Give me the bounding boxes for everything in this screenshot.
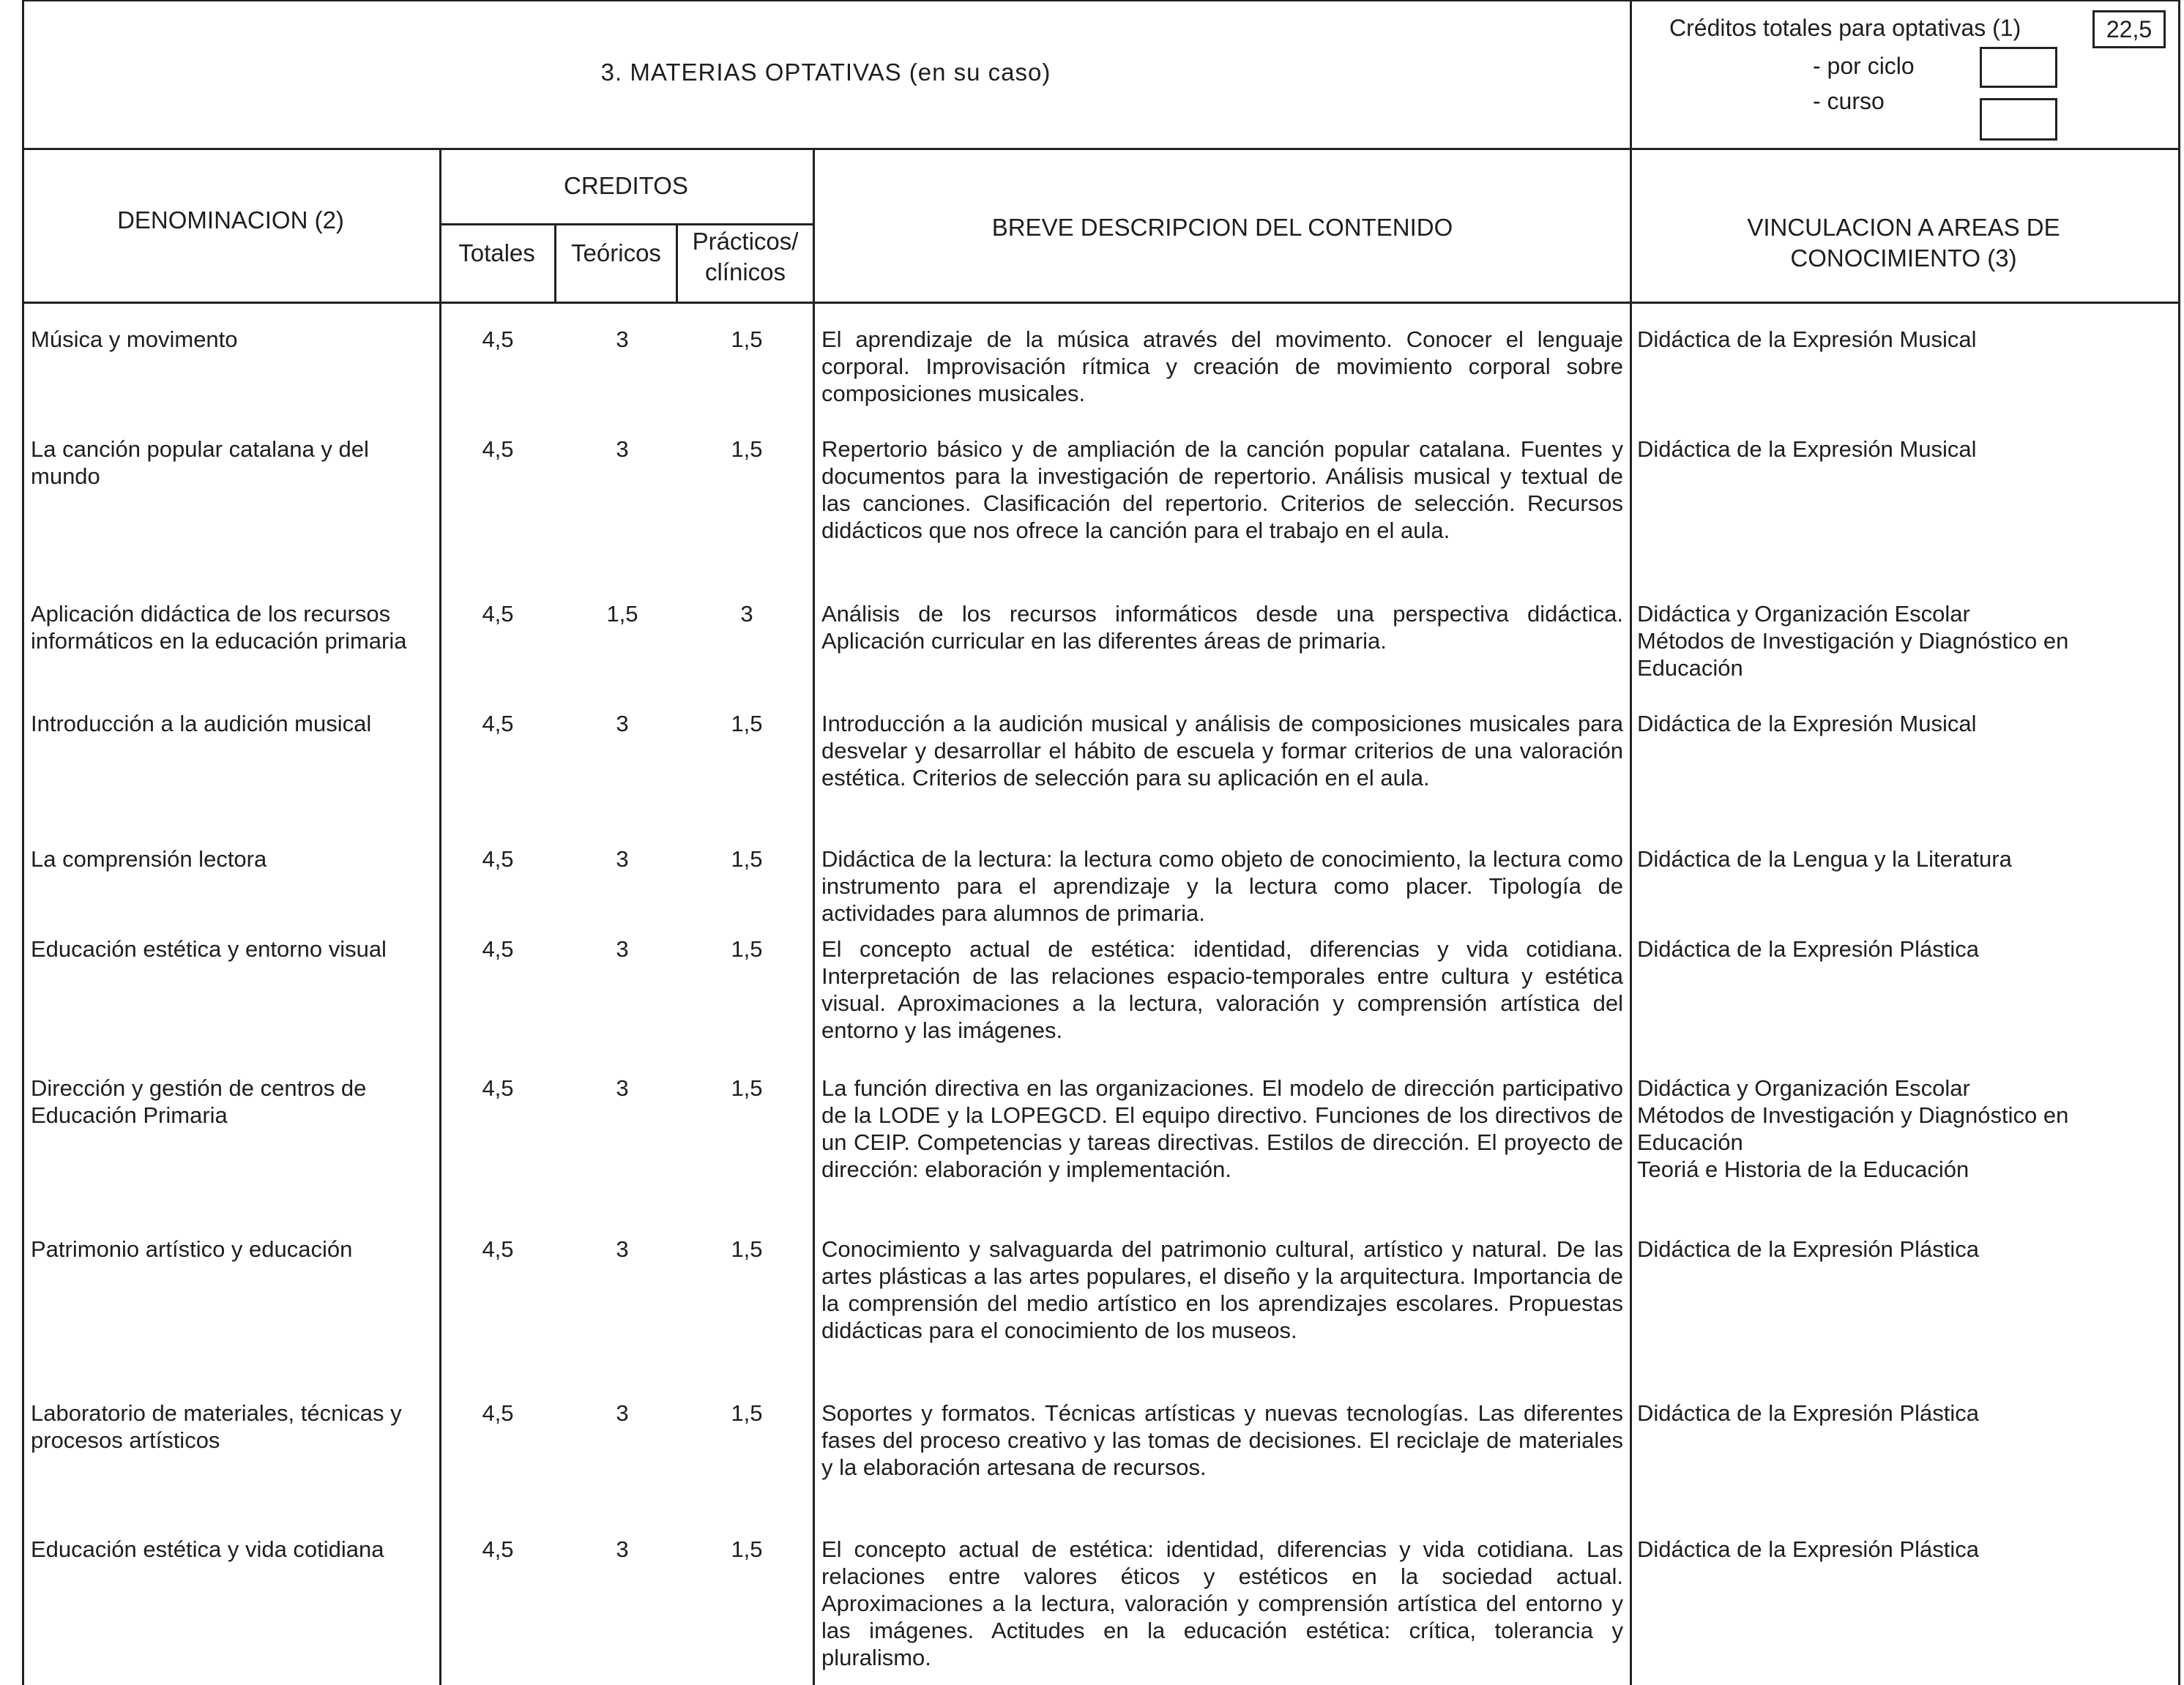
row-description: Didáctica de la lectura: la lectura como objeto de conocimiento, la lectura como instrumento para el aprendizaje y la lectura como placer. Tipología de actividades para alumnos de primaria. <box>821 846 1623 926</box>
creditos-totales-box: 22,5 <box>2092 10 2166 48</box>
row-teoricos: 3 <box>616 846 629 872</box>
row-description: Introducción a la audición musical y análisis de composiciones musicales para desvelar y desarrollar el hábito de escuela y formar criterios de una valoración estética. Criterios de selección para su aplicación en el aula. <box>821 711 1623 791</box>
row-name: Dirección y gestión de centros de Educación Primaria <box>31 1075 367 1128</box>
row-description: Conocimiento y salvaguarda del patrimonio cultural, artístico y natural. De las artes plásticas a las artes populares, el diseño y la arquitectura. Importancia de la comprensión del medio artístico en los aprendizajes escolares. Propuestas didácticas para el conocimiento de los museos. <box>821 1236 1623 1343</box>
section-title: 3. MATERIAS OPTATIVAS (en su caso) <box>600 59 1051 86</box>
creditos-totales-label: Créditos totales para optativas (1) <box>1669 15 2021 41</box>
row-teoricos: 3 <box>616 1075 629 1101</box>
row-vinculacion: Didáctica y Organización Escolar Métodos de Investigación y Diagnóstico en Educación Teoriá e Historia de la Educación <box>1637 1075 2069 1182</box>
row-totales: 4,5 <box>482 936 514 962</box>
row-totales: 4,5 <box>482 436 514 462</box>
creditos-subdivider <box>439 223 813 225</box>
row-totales: 4,5 <box>482 1400 514 1426</box>
row-teoricos: 3 <box>616 711 629 736</box>
row-description: Soportes y formatos. Técnicas artísticas y nuevas tecnologías. Las diferentes fases del proceso creativo y las tomas de decisiones. El reciclaje de materiales y la elaboración artesana de recursos. <box>821 1400 1623 1480</box>
row-name: Educación estética y vida cotidiana <box>31 1536 384 1562</box>
row-teoricos: 3 <box>616 936 629 962</box>
col-divider <box>1630 304 1632 1685</box>
row-name: Laboratorio de materiales, técnicas y procesos artísticos <box>31 1400 402 1453</box>
row-vinculacion: Didáctica y Organización Escolar Métodos de Investigación y Diagnóstico en Educación <box>1637 601 2069 681</box>
row-description: La función directiva en las organizaciones. El modelo de dirección participativo de la LODE y la LOPEGCD. El equipo directivo. Funciones de los directivos de un CEIP. Competencias y tareas directivas. Estilos de dirección. El proyecto de dirección: elaboración y implementación. <box>821 1075 1623 1182</box>
row-totales: 4,5 <box>482 1536 514 1562</box>
row-totales: 4,5 <box>482 711 514 736</box>
row-totales: 4,5 <box>482 326 514 352</box>
row-practicos: 1,5 <box>731 711 763 736</box>
row-name: Educación estética y entorno visual <box>31 936 387 962</box>
row-teoricos: 3 <box>616 436 629 462</box>
row-practicos: 1,5 <box>731 1075 763 1101</box>
row-totales: 4,5 <box>482 1236 514 1262</box>
header-band <box>22 0 2180 150</box>
row-practicos: 1,5 <box>731 846 763 872</box>
row-practicos: 1,5 <box>731 1536 763 1562</box>
row-vinculacion: Didáctica de la Expresión Plástica <box>1637 1536 1979 1562</box>
header-vinculacion: VINCULACION A AREAS DE CONOCIMIENTO (3) <box>1747 214 2060 272</box>
row-practicos: 1,5 <box>731 1236 763 1262</box>
curso-box <box>1980 98 2057 141</box>
row-teoricos: 3 <box>616 326 629 352</box>
header-denominacion: DENOMINACION (2) <box>117 206 344 233</box>
header-totales: Totales <box>458 239 535 266</box>
row-teoricos: 3 <box>616 1400 629 1426</box>
column-header <box>22 150 2180 304</box>
row-vinculacion: Didáctica de la Expresión Plástica <box>1637 1400 1979 1426</box>
row-totales: 4,5 <box>482 601 514 627</box>
row-name: La comprensión lectora <box>31 846 267 872</box>
row-practicos: 1,5 <box>731 436 763 462</box>
header-divider <box>1630 1 1632 148</box>
row-vinculacion: Didáctica de la Lengua y la Literatura <box>1637 846 2012 872</box>
row-name: Aplicación didáctica de los recursos informáticos en la educación primaria <box>31 601 407 654</box>
header-teoricos: Teóricos <box>571 239 661 266</box>
row-practicos: 1,5 <box>731 326 763 352</box>
por-ciclo-box <box>1980 47 2057 88</box>
por-ciclo-label: - por ciclo <box>1813 53 1915 79</box>
row-vinculacion: Didáctica de la Expresión Plástica <box>1637 1236 1979 1262</box>
row-name: Música y movimento <box>31 326 238 352</box>
row-description: El concepto actual de estética: identidad, diferencias y vida cotidiana. Las relaciones entre valores éticos y estéticos en la sociedad actual. Aproximaciones a la lectura, valoración y comprensión artística del entorno y las imágenes. Actitudes en la educación estética: crítica, tolerancia y pluralismo. <box>821 1536 1623 1670</box>
row-vinculacion: Didáctica de la Expresión Plástica <box>1637 936 1979 962</box>
row-description: El concepto actual de estética: identidad, diferencias y vida cotidiana. Interpretación de las relaciones espacio-temporales entre cultura y estética visual. Aproximaciones a la lectura, valoración y comprensión artística del entorno y las imágenes. <box>821 936 1623 1043</box>
col-divider <box>439 304 441 1685</box>
row-practicos: 1,5 <box>731 936 763 962</box>
row-description: Repertorio básico y de ampliación de la canción popular catalana. Fuentes y documentos para la investigación de repertorio. Análisis musical y textual de las canciones. Clasificación del repertorio. Criterios de selección. Recursos didácticos que nos ofrece la canción para el trabajo en el aula. <box>821 436 1623 543</box>
row-name: Introducción a la audición musical <box>31 711 372 736</box>
row-vinculacion: Didáctica de la Expresión Musical <box>1637 326 1977 352</box>
row-practicos: 1,5 <box>731 1400 763 1426</box>
col-divider <box>1630 150 1632 302</box>
row-totales: 4,5 <box>482 846 514 872</box>
row-vinculacion: Didáctica de la Expresión Musical <box>1637 711 1977 736</box>
curso-label: - curso <box>1813 88 1885 114</box>
row-name: La canción popular catalana y del mundo <box>31 436 369 489</box>
row-totales: 4,5 <box>482 1075 514 1101</box>
row-teoricos: 3 <box>616 1236 629 1262</box>
header-creditos: CREDITOS <box>564 172 688 199</box>
row-vinculacion: Didáctica de la Expresión Musical <box>1637 436 1977 462</box>
row-name: Patrimonio artístico y educación <box>31 1236 353 1262</box>
col-divider <box>813 304 815 1685</box>
header-practicos: Prácticos/ clínicos <box>692 228 799 285</box>
row-teoricos: 1,5 <box>606 601 638 627</box>
row-description: El aprendizaje de la música através del movimento. Conocer el lenguaje corporal. Improvisación rítmica y creación de movimiento corporal sobre composiciones musicales. <box>821 326 1623 406</box>
row-practicos: 3 <box>740 601 753 627</box>
row-description: Análisis de los recursos informáticos desde una perspectiva didáctica. Aplicación curricular en las diferentes áreas de primaria. <box>821 601 1623 654</box>
header-descripcion: BREVE DESCRIPCION DEL CONTENIDO <box>991 214 1453 241</box>
row-teoricos: 3 <box>616 1536 629 1562</box>
